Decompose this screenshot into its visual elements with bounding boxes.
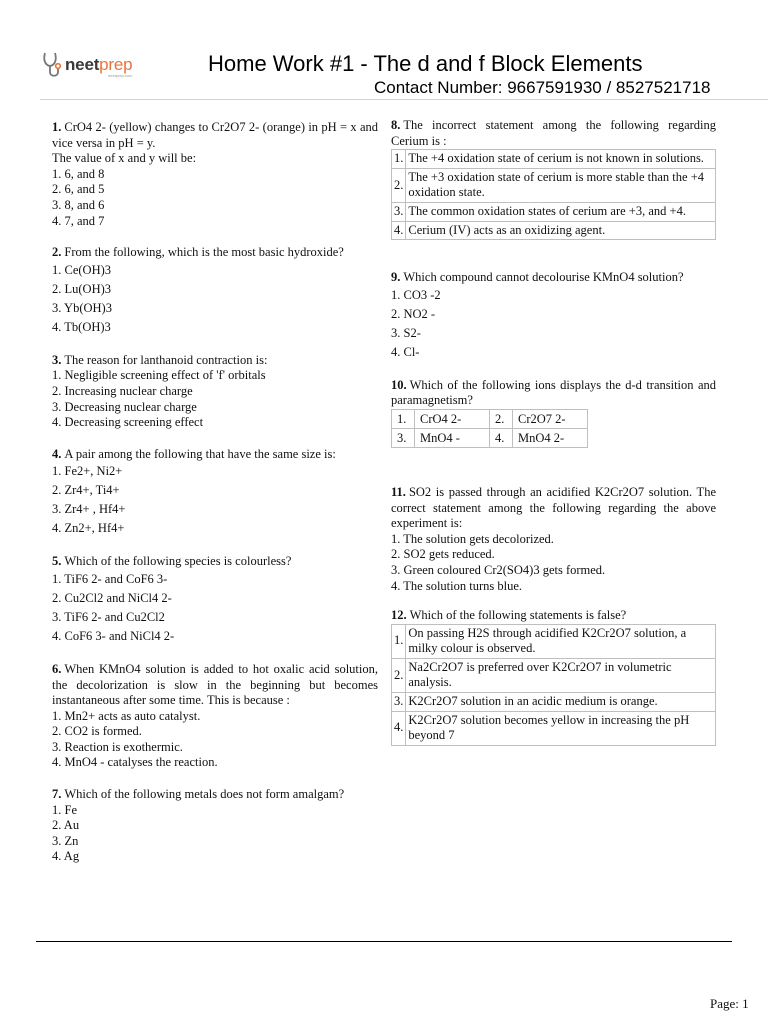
option-text: CrO4 2- bbox=[415, 409, 490, 428]
question-block bbox=[52, 120, 378, 229]
options-table bbox=[391, 624, 716, 746]
question-stem bbox=[52, 787, 378, 803]
page-number: Page: 1 bbox=[710, 996, 749, 1011]
answer-option: 4. 7, and 7 bbox=[52, 213, 105, 228]
question-number: 10. bbox=[391, 377, 407, 392]
options-table-row bbox=[392, 150, 716, 169]
answer-option: 3. 8, and 6 bbox=[52, 197, 105, 212]
question-number: 5. bbox=[52, 554, 62, 569]
question-block bbox=[391, 270, 716, 362]
answer-option: 2. 6, and 5 bbox=[52, 182, 105, 197]
answer-option: 1. 6, and 8 bbox=[52, 166, 105, 181]
question-text-line: The value of x and y will be: bbox=[52, 151, 197, 166]
question-number: 11. bbox=[391, 484, 406, 499]
option-number: 4. bbox=[392, 711, 406, 745]
question-stem bbox=[391, 378, 716, 409]
options-table-row bbox=[392, 168, 716, 202]
question-block bbox=[391, 378, 716, 448]
footer-divider bbox=[36, 941, 732, 942]
answer-option: 1. The solution gets decolorized. bbox=[391, 531, 554, 546]
answer-option: 3. Green coloured Cr2(SO4)3 gets formed. bbox=[391, 562, 606, 577]
option-number: 3. bbox=[392, 202, 406, 221]
answer-option: 3. S2- bbox=[391, 325, 421, 340]
question-number: 4. bbox=[52, 446, 62, 461]
options-table-row bbox=[392, 624, 716, 658]
right-column bbox=[391, 118, 716, 762]
question-text: Which of the following species is colourless? bbox=[64, 554, 292, 569]
option-number: 1. bbox=[392, 409, 415, 428]
option-text: The +3 oxidation state of cerium is more stable than the +4 oxidation state. bbox=[406, 168, 716, 202]
option-text: MnO4 2- bbox=[513, 428, 588, 447]
option-text: The common oxidation states of cerium are +3, and +4. bbox=[406, 202, 716, 221]
question-block bbox=[391, 485, 716, 594]
answer-option: 3. TiF6 2- and Cu2Cl2 bbox=[52, 609, 165, 624]
question-stem bbox=[52, 353, 378, 369]
question-number: 1. bbox=[52, 120, 62, 134]
options-table-row bbox=[392, 221, 716, 240]
options-grid-row bbox=[392, 428, 588, 447]
question-stem bbox=[52, 245, 378, 261]
answer-option: 4. CoF6 3- and NiCl4 2- bbox=[52, 628, 175, 643]
option-text: The +4 oxidation state of cerium is not known in solutions. bbox=[406, 150, 716, 169]
stethoscope-icon bbox=[40, 50, 64, 80]
options-table-row bbox=[392, 202, 716, 221]
question-number: 12. bbox=[391, 608, 407, 623]
question-text: The incorrect statement among the following regarding Cerium is : bbox=[391, 118, 716, 148]
answer-option: 4. MnO4 - catalyses the reaction. bbox=[52, 755, 218, 770]
question-number: 3. bbox=[52, 352, 62, 367]
question-stem bbox=[52, 662, 378, 709]
question-text: Which of the following statements is false? bbox=[409, 608, 627, 623]
answer-option: 1. Negligible screening effect of 'f' orbitals bbox=[52, 368, 266, 383]
question-block bbox=[52, 554, 378, 646]
options-table bbox=[391, 149, 716, 240]
answer-option: 1. Fe bbox=[52, 802, 77, 817]
question-block bbox=[52, 245, 378, 337]
answer-option: 3. Yb(OH)3 bbox=[52, 300, 112, 315]
question-stem bbox=[391, 485, 716, 532]
answer-option: 3. Zn bbox=[52, 833, 79, 848]
option-text: Na2Cr2O7 is preferred over K2Cr2O7 in volumetric analysis. bbox=[406, 658, 716, 692]
question-block bbox=[391, 118, 716, 240]
logo-text-prep: prep bbox=[99, 55, 133, 74]
question-block bbox=[52, 353, 378, 431]
question-text: Which of the following metals does not form amalgam? bbox=[64, 787, 345, 802]
question-block bbox=[391, 608, 716, 746]
question-number: 6. bbox=[52, 661, 62, 676]
answer-option: 4. Tb(OH)3 bbox=[52, 319, 111, 334]
logo-tagline: neetprep.com bbox=[108, 73, 133, 78]
question-text: From the following, which is the most basic hydroxide? bbox=[64, 245, 344, 260]
answer-option: 2. Zr4+, Ti4+ bbox=[52, 483, 120, 498]
question-text: A pair among the following that have the same size is: bbox=[64, 446, 336, 461]
answer-option: 1. Mn2+ acts as auto catalyst. bbox=[52, 708, 201, 723]
question-number: 9. bbox=[391, 270, 401, 285]
question-stem bbox=[391, 118, 716, 149]
option-number: 4. bbox=[490, 428, 513, 447]
option-text: K2Cr2O7 solution in an acidic medium is orange. bbox=[406, 693, 716, 712]
options-table-row bbox=[392, 658, 716, 692]
question-number: 8. bbox=[391, 118, 401, 132]
question-text: CrO4 2- (yellow) changes to Cr2O7 2- (orange) in pH = x and vice versa in pH = y. bbox=[52, 120, 378, 150]
option-number: 3. bbox=[392, 693, 406, 712]
question-block bbox=[52, 787, 378, 865]
answer-option: 2. CO2 is formed. bbox=[52, 724, 142, 739]
question-text: Which of the following ions displays the d-d transition and paramagnetism? bbox=[391, 377, 716, 408]
options-table-row bbox=[392, 711, 716, 745]
answer-option: 3. Zr4+ , Hf4+ bbox=[52, 502, 126, 517]
option-number: 1. bbox=[392, 624, 406, 658]
header-divider bbox=[40, 99, 768, 100]
question-text: When KMnO4 solution is added to hot oxalic acid solution, the decolorization is slow in the beginning but becomes instantaneous after some time. This is because : bbox=[52, 661, 378, 708]
logo-text-neet: neet bbox=[65, 55, 100, 74]
answer-option: 4. Decreasing screening effect bbox=[52, 415, 204, 430]
question-text: Which compound cannot decolourise KMnO4 solution? bbox=[403, 270, 684, 285]
answer-option: 4. Cl- bbox=[391, 344, 420, 359]
question-stem bbox=[52, 447, 378, 463]
option-number: 2. bbox=[392, 658, 406, 692]
option-text: MnO4 - bbox=[415, 428, 490, 447]
option-text: K2Cr2O7 solution becomes yellow in increasing the pH beyond 7 bbox=[406, 711, 716, 745]
answer-option: 3. Reaction is exothermic. bbox=[52, 739, 183, 754]
question-block bbox=[52, 662, 378, 771]
option-number: 1. bbox=[392, 150, 406, 169]
answer-option: 3. Decreasing nuclear charge bbox=[52, 399, 197, 414]
option-number: 2. bbox=[392, 168, 406, 202]
options-table-row bbox=[392, 693, 716, 712]
question-block bbox=[52, 447, 378, 539]
neetprep-logo bbox=[40, 50, 132, 80]
contact-number: Contact Number: 9667591930 / 8527521718 bbox=[374, 78, 711, 97]
answer-option: 2. Au bbox=[52, 818, 80, 833]
answer-option: 1. Fe2+, Ni2+ bbox=[52, 464, 123, 479]
option-number: 3. bbox=[392, 428, 415, 447]
answer-option: 1. TiF6 2- and CoF6 3- bbox=[52, 571, 168, 586]
options-grid bbox=[391, 409, 588, 448]
option-number: 2. bbox=[490, 409, 513, 428]
answer-option: 2. Lu(OH)3 bbox=[52, 281, 112, 296]
question-stem bbox=[52, 554, 378, 570]
page-title: Home Work #1 - The d and f Block Elements bbox=[208, 51, 643, 76]
answer-option: 4. Zn2+, Hf4+ bbox=[52, 521, 125, 536]
left-column bbox=[52, 120, 378, 881]
answer-option: 1. CO3 -2 bbox=[391, 287, 441, 302]
question-text: The reason for lanthanoid contraction is: bbox=[64, 352, 268, 367]
question-number: 2. bbox=[52, 245, 62, 260]
answer-option: 2. SO2 gets reduced. bbox=[391, 547, 495, 562]
question-stem bbox=[52, 120, 378, 151]
answer-option: 2. NO2 - bbox=[391, 306, 436, 321]
option-number: 4. bbox=[392, 221, 406, 240]
option-text: Cerium (IV) acts as an oxidizing agent. bbox=[406, 221, 716, 240]
answer-option: 2. Cu2Cl2 and NiCl4 2- bbox=[52, 590, 172, 605]
answer-option: 1. Ce(OH)3 bbox=[52, 262, 112, 277]
options-grid-row bbox=[392, 409, 588, 428]
answer-option: 4. Ag bbox=[52, 849, 80, 864]
option-text: On passing H2S through acidified K2Cr2O7 solution, a milky colour is observed. bbox=[406, 624, 716, 658]
option-text: Cr2O7 2- bbox=[513, 409, 588, 428]
question-number: 7. bbox=[52, 787, 62, 802]
answer-option: 4. The solution turns blue. bbox=[391, 578, 523, 593]
question-stem bbox=[391, 270, 716, 286]
answer-option: 2. Increasing nuclear charge bbox=[52, 383, 193, 398]
question-text: SO2 is passed through an acidified K2Cr2O7 solution. The correct statement among the following regarding the above experiment is: bbox=[391, 484, 716, 531]
question-stem bbox=[391, 608, 716, 624]
